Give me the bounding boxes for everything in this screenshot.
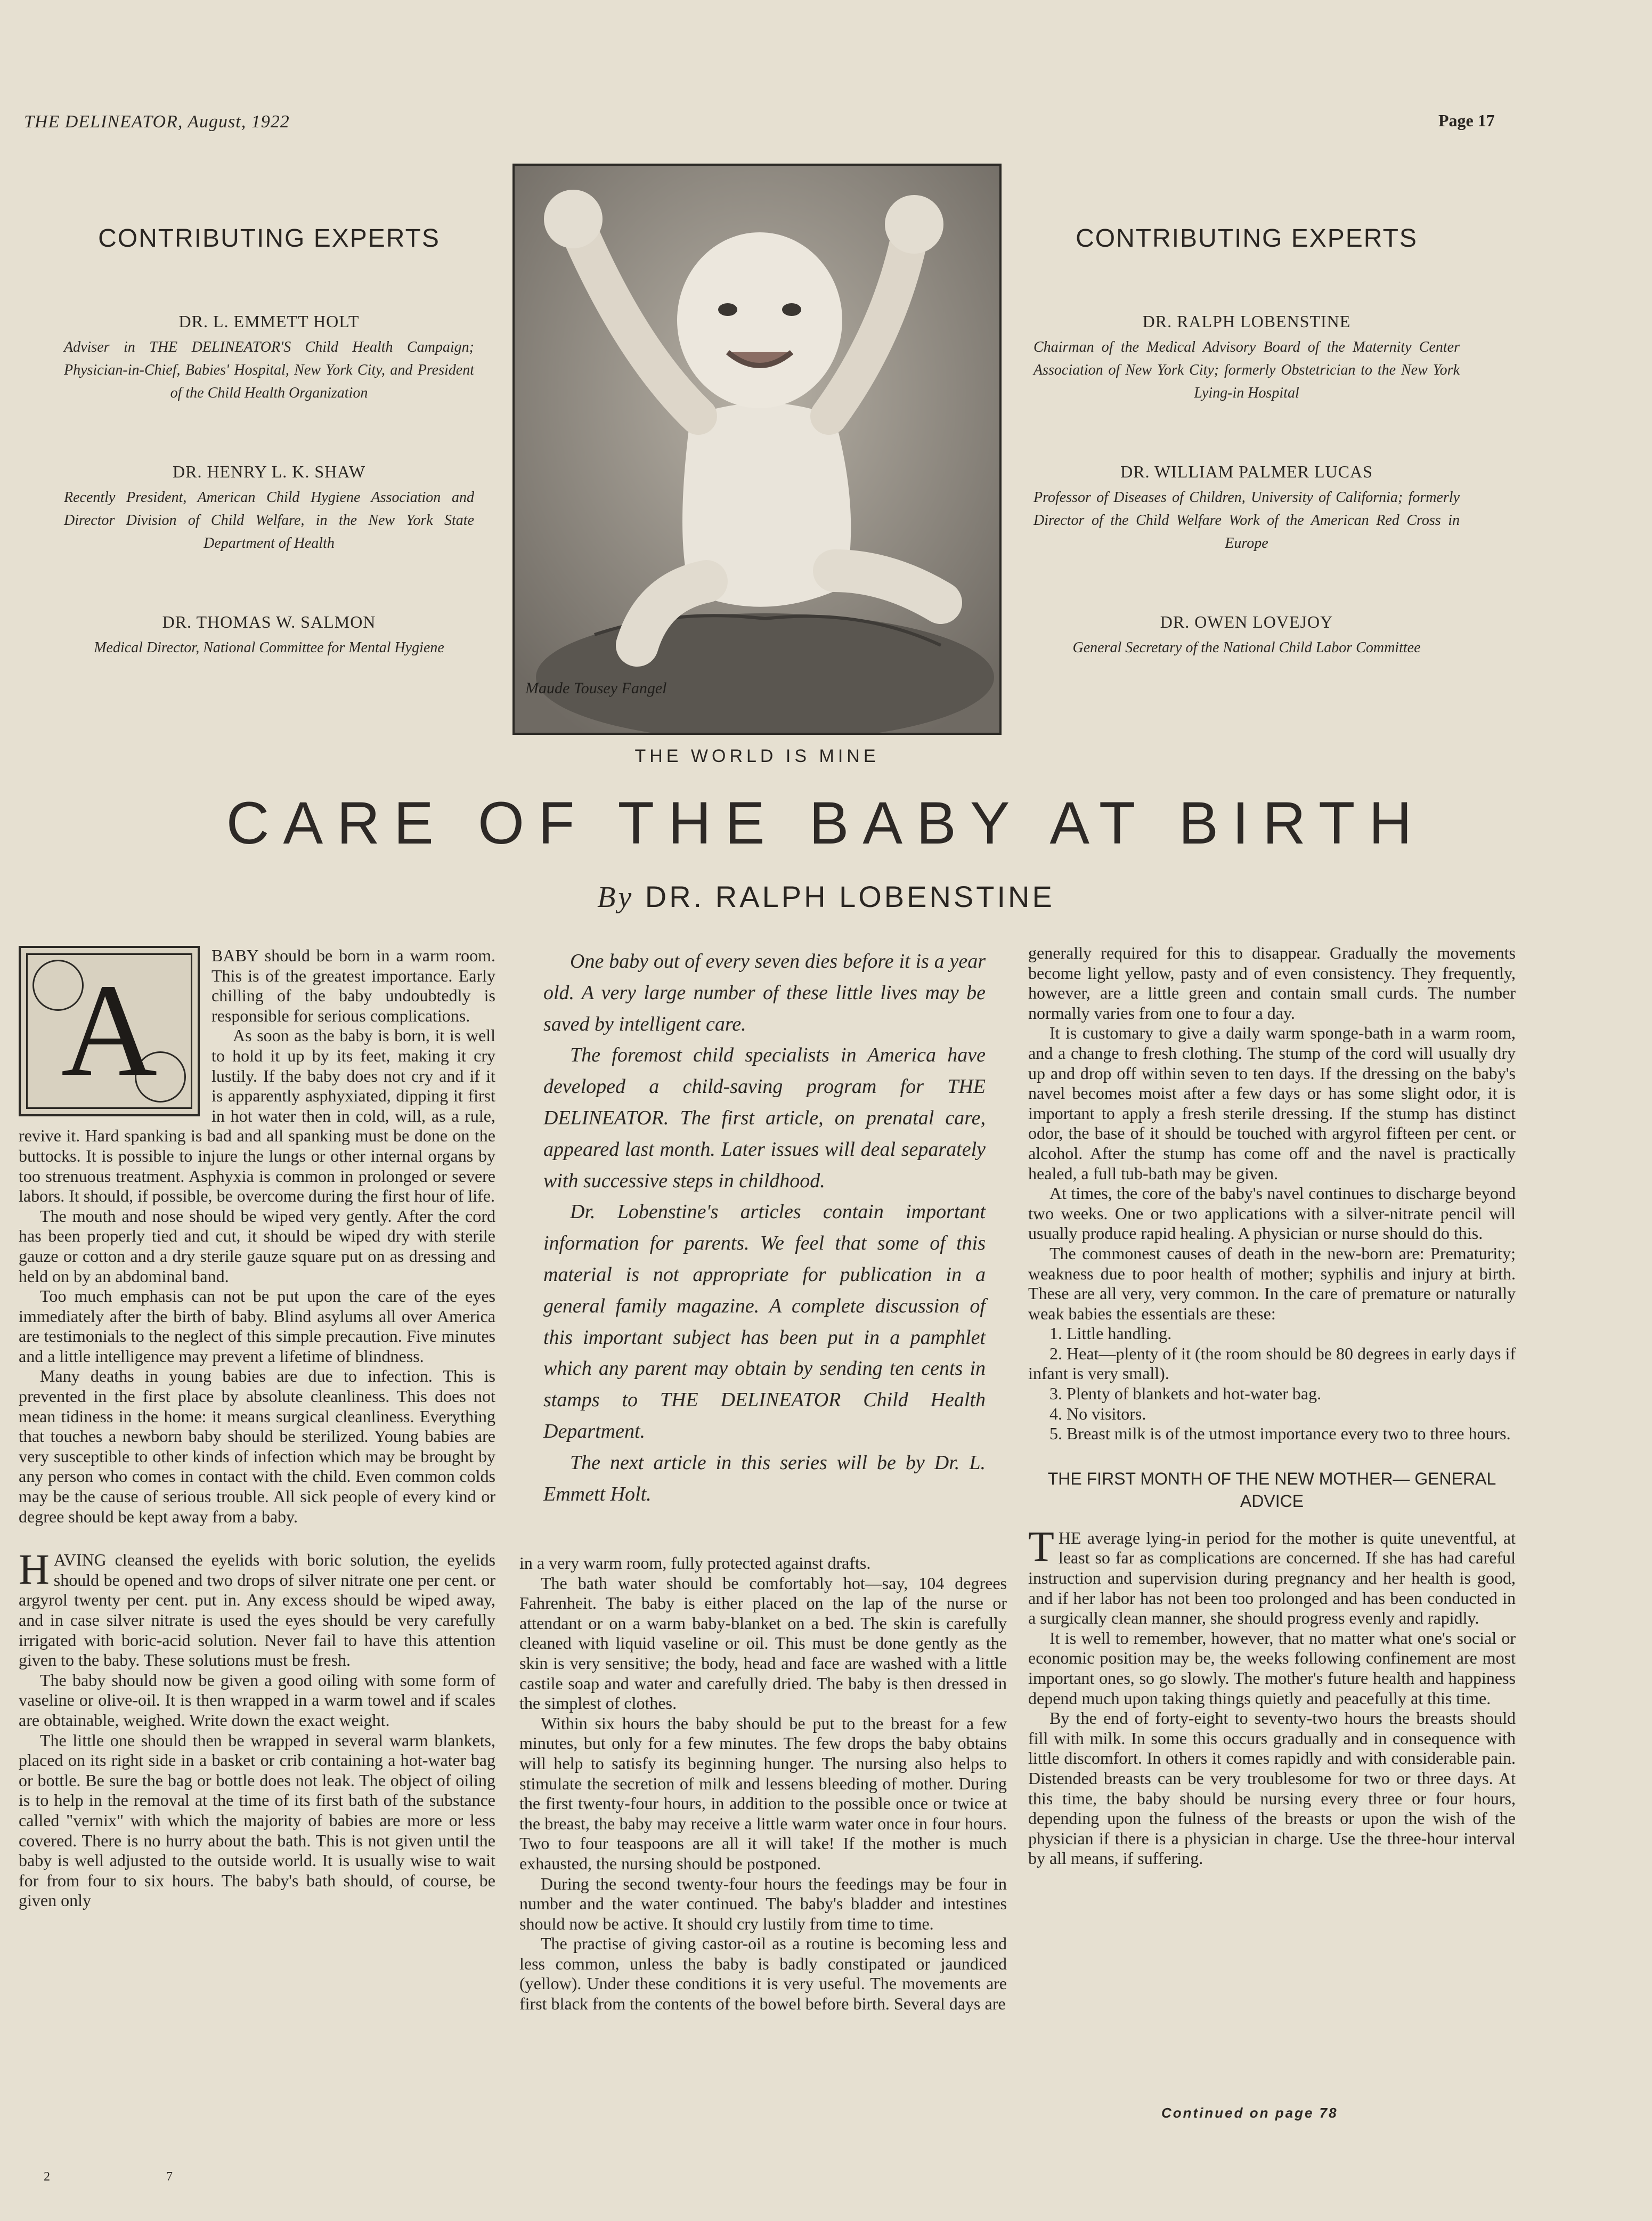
paragraph: The commonest causes of death in the new-born are: Prematurity; weakness due to poor health of mother; syphilis and injury at birth. These are all very, very common. In the care of premature or naturally weak babies the essentials are these:: [1028, 1243, 1516, 1323]
paragraph: As soon as the baby is born, it is well to hold it up by its feet, making it cry lustily. If the baby does not cry and if it is apparently asphyxiated, dipping it first in hot water then in cold, will, as a rule, revive it. Hard spanking is bad and all spanking must be done on the buttocks. It is possible to injure the lungs or other internal organs by too strenuous treatment. Asphyxia is common in prolonged or severe labors. It should, if possible, be overcome during the first hour of life.: [19, 1026, 495, 1206]
paragraph: The little one should then be wrapped in several warm blankets, placed on its right side in a basket or crib containing a hot-water bag or bottle. Be sure the bag or bottle does not leak. The object of oiling is to help in the removal at the time of its first bath of the substance called "vernix" with which the majority of babies are more or less covered. There is no hurry about the bath. This is not given until the baby is well adjusted to the outside world. It is usually wise to wait for from four to six hours. The baby's bath should, of course, be given only: [19, 1730, 495, 1910]
paragraph: The bath water should be comfortably hot—say, 104 degrees Fahrenheit. The baby is either placed on the lap of the nurse or attendant or on a warm baby-blanket on a bed. The skin is carefully cleaned with liquid vaseline or oil. This must be done gently as the skin is very sensitive; the body, head and face are washed with a little castile soap and water and carefully dried. The baby is then dressed in the simplest of clothes.: [519, 1573, 1007, 1713]
paragraph: The foremost child specialists in America have developed a child-saving program for THE DELINEATOR. The first article, on prenatal care, appeared last month. Later issues will deal separately with successive steps in childhood.: [543, 1044, 986, 1192]
baby-illustration: [512, 164, 1002, 735]
expert-entry: [64, 312, 474, 404]
expert-entry: [64, 462, 474, 555]
section-subheading: THE FIRST MONTH OF THE NEW MOTHER— GENERAL ADVICE: [1047, 1469, 1496, 1511]
expert-description: Professor of Diseases of Children, University of California; formerly Director of the Child Welfare Work of the American Red Cross in Europe: [1033, 489, 1460, 552]
expert-description: Recently President, American Child Hygiene Association and Director Division of Child Welfare, in the New York State Department of Health: [64, 489, 474, 552]
column-2: [519, 1553, 1007, 2014]
experts-right: [1033, 224, 1460, 717]
initial-letter: H: [19, 1546, 50, 1594]
paragraph: BABY should be born in a warm room. This is of the greatest importance. Early chilling of the baby undoubtedly is responsible for serious complications.: [211, 946, 495, 1025]
page-number: Page 17: [1438, 111, 1495, 130]
baby-head: [677, 232, 842, 408]
paragraph: Within six hours the baby should be put to the breast for a few minutes, but only for a few minutes. The few drops the baby obtains will help to satisfy its beginning hunger. The nursing also helps to stimulate the secretion of milk and lessens bleeding of mother. During the first twenty-four hours, in addition to the possible once or twice at the breast, the baby may receive a little warm water once in four hours. Two to four teaspoons are all it will take! If the mother is much exhausted, the nursing should be postponed.: [519, 1713, 1007, 1873]
decorative-dropcap: [19, 946, 200, 1116]
expert-name: DR. OWEN LOVEJOY: [1160, 612, 1333, 631]
paragraph: Too much emphasis can not be put upon the care of the eyes immediately after the birth of baby. Blind asylums all over America are testimonials to the neglect of this simple precaution. Five minutes and a little intelligence may prevent a lifetime of blindness.: [19, 1286, 495, 1366]
experts-heading: CONTRIBUTING EXPERTS: [98, 224, 440, 253]
expert-entry: [1033, 312, 1460, 404]
experts-left: [64, 224, 474, 717]
expert-description: Medical Director, National Committee for Mental Hygiene: [94, 639, 444, 656]
expert-description: Chairman of the Medical Advisory Board of the Maternity Center Association of New York City; formerly Obstetrician to the New York Lying-in Hospital: [1033, 339, 1460, 401]
column-3: [1028, 943, 1516, 1869]
expert-entry: [1033, 612, 1460, 659]
initial-letter: T: [1028, 1523, 1054, 1570]
paragraph: Dr. Lobenstine's articles contain important information for parents. We feel that some of this material is not appropriate for publication in a general family magazine. A complete discussion of this important subject has been put in a pamphlet which any parent may obtain by sending ten cents in stamps to THE DELINEATOR Child Health Department.: [543, 1201, 986, 1442]
paragraph: The baby should now be given a good oiling with some form of vaseline or olive-oil. It is then wrapped in a warm towel and if scales are obtainable, weighed. Write down the exact weight.: [19, 1670, 495, 1730]
running-header: THE DELINEATOR, August, 1922: [24, 112, 290, 132]
expert-name: DR. L. EMMETT HOLT: [178, 312, 360, 331]
continued-note: Continued on page 78: [1161, 2105, 1338, 2121]
list-item: 1. Little handling.: [1049, 1324, 1172, 1343]
paragraph: It is well to remember, however, that no matter what one's social or economic position may be, the weeks following confinement are most important ones, so go slowly. The mother's future health and happiness depend much upon taking things quietly and peacefully at this time.: [1028, 1628, 1516, 1708]
essentials-list: [1028, 1324, 1516, 1444]
editor-note: [543, 946, 986, 1510]
list-item: 5. Breast milk is of the utmost importance every two to three hours.: [1049, 1424, 1511, 1444]
paragraph: The next article in this series will be by Dr. L. Emmett Holt.: [543, 1451, 986, 1505]
paragraph: The practise of giving castor-oil as a routine is becoming less and less common, unless the baby is badly constipated or jaundiced (yellow). Under these conditions it is very useful. The movements are first black from the contents of the bowel before birth. Several days are: [519, 1934, 1007, 2014]
expert-entry: [1033, 462, 1460, 555]
expert-name: DR. THOMAS W. SALMON: [162, 612, 376, 631]
paragraph: THE average lying-in period for the mother is quite uneventful, at least so far as complications are concerned. If she has had careful instruction and supervision during pregnancy and her health is good, and if her labor has not been too prolonged and has been conducted in a surgically clean manner, she should progress evenly and rapidly.: [1028, 1523, 1516, 1628]
baby-drawing: [515, 166, 999, 733]
expert-name: DR. HENRY L. K. SHAW: [172, 462, 366, 481]
list-item: 2. Heat—plenty of it (the room should be 80 degrees in early days if infant is very small).: [1028, 1343, 1516, 1383]
paragraph: in a very warm room, fully protected against drafts.: [519, 1553, 871, 1572]
paragraph: One baby out of every seven dies before it is a year old. A very large number of these little lives may be saved by intelligent care.: [543, 950, 986, 1035]
dropcap-letter: A: [61, 957, 158, 1104]
expert-name: DR. WILLIAM PALMER LUCAS: [1120, 462, 1373, 481]
paragraph: Many deaths in young babies are due to infection. This is prevented in the first place by absolute cleanliness. This does not mean tidiness in the home: it means surgical cleanliness. Everything that touches a newborn baby should be sterilized. Young babies are very susceptible to other kinds of infection which may be brought by any person who comes in contact with the child. Even common colds may be the cause of serious trouble. All sick people of every kind or degree should be kept away from a baby.: [19, 1366, 495, 1526]
paragraph: generally required for this to disappear. Gradually the movements become light yellow, pasty and of even consistency. They frequently, however, are a little green and contain small curds. The number normally varies from one to four a day.: [1028, 943, 1516, 1023]
paragraph: It is customary to give a daily warm sponge-bath in a warm room, and a change to fresh clothing. The stump of the cord will usually dry up and drop off within seven to ten days. If the dressing on the baby's navel becomes moist after a few days or has some slight odor, it is important to apply a fresh sterile dressing. If the stump has distinct odor, the base of it should be touched with argyrol fifteen per cent. or alcohol. After the stump has come off and the navel is practically healed, a full tub-bath may be given.: [1028, 1023, 1516, 1183]
footer-mark: 2: [44, 2170, 50, 2184]
experts-heading: CONTRIBUTING EXPERTS: [1076, 224, 1418, 253]
byline-by: By: [597, 881, 634, 914]
column-1: [19, 946, 495, 1911]
illustration-caption: THE WORLD IS MINE: [634, 746, 880, 766]
paragraph: HAVING cleansed the eyelids with boric solution, the eyelids should be opened and two drops of silver nitrate one per cent. or argyrol twenty per cent. put in. Any excess should be wiped away, and in case silver nitrate is used the eyes should be very carefully irrigated with boric-acid solution. Never fail to have this attention given to the baby. These solutions must be fresh.: [19, 1546, 495, 1670]
byline: [0, 879, 1652, 914]
expert-name: DR. RALPH LOBENSTINE: [1142, 312, 1351, 331]
footer-mark: 7: [166, 2170, 173, 2184]
list-item: 3. Plenty of blankets and hot-water bag.: [1049, 1384, 1322, 1404]
paragraph: At times, the core of the baby's navel continues to discharge beyond two weeks. One or two applications with a silver-nitrate pencil will usually produce rapid healing. A physician or nurse should do this.: [1028, 1184, 1516, 1243]
paragraph: By the end of forty-eight to seventy-two hours the breasts should fill with milk. In some this occurs gradually and in consequence with little discomfort. In others it comes rapidly and with considerable pain. Distended breasts can be very troublesome for two or three days. At this time, the baby should be nursing every three or four hours, depending upon the fulness of the breasts or upon the wish of the physician if there is a physician in charge. Use the three-hour interval by all means, if suffering.: [1028, 1708, 1516, 1868]
expert-entry: [64, 612, 474, 659]
expert-description: General Secretary of the National Child Labor Committee: [1072, 639, 1421, 656]
article-title: CARE OF THE BABY AT BIRTH: [226, 790, 1426, 856]
byline-author: DR. RALPH LOBENSTINE: [645, 880, 1055, 913]
expert-description: Adviser in THE DELINEATOR'S Child Health Campaign; Physician-in-Chief, Babies' Hospital, New York City, and President of the Child Health Organization: [64, 339, 474, 401]
paragraph: The mouth and nose should be wiped very gently. After the cord has been properly tied and cut, it should be wiped dry with sterile gauze or cotton and a dry sterile gauze square put on as dressing and held on by an abdominal band.: [19, 1206, 495, 1286]
list-item: 4. No visitors.: [1049, 1404, 1146, 1423]
paragraph: During the second twenty-four hours the feedings may be four in number and the water continued. The baby's bladder and intestines should now be active. It should cry lustily from time to time.: [519, 1874, 1007, 1933]
artist-signature: Maude Tousey Fangel: [525, 679, 667, 697]
